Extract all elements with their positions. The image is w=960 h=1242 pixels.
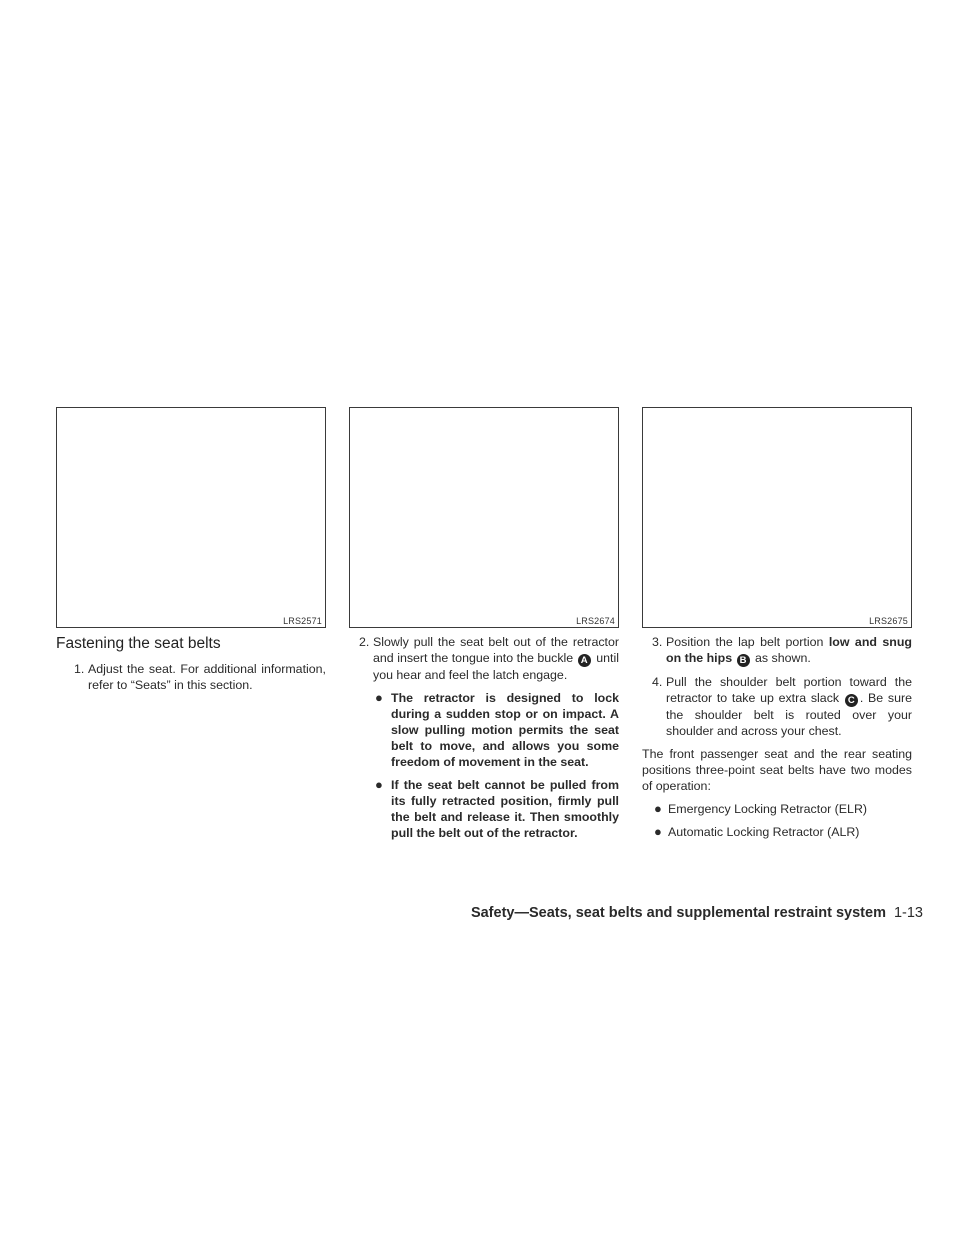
step-4 <box>642 674 912 739</box>
list-item-text: Automatic Locking Retractor (ALR) <box>668 825 860 839</box>
step-number: 1. <box>74 662 85 676</box>
figure-lrs2571 <box>56 407 326 628</box>
callout-b-icon: B <box>737 654 750 667</box>
step-text-cont: as shown. <box>755 651 811 665</box>
callout-c-icon: C <box>845 694 858 707</box>
list-item <box>642 801 912 817</box>
figure-code: LRS2674 <box>576 616 615 626</box>
step-number: 4. <box>652 675 663 689</box>
page-number: 1-13 <box>893 905 923 921</box>
figure-lrs2675 <box>642 407 912 628</box>
step-2 <box>349 634 619 683</box>
figure-code: LRS2571 <box>283 616 322 626</box>
step-text: Adjust the seat. For additional information, refer to “Seats” in this section. <box>88 662 326 692</box>
page-footer <box>463 905 923 921</box>
figure-code: LRS2675 <box>869 616 908 626</box>
step-text: Position the lap belt portion <box>666 635 824 649</box>
list-item <box>642 824 912 840</box>
bullet-icon: ● <box>375 777 383 792</box>
step-number: 2. <box>359 635 370 649</box>
modes-paragraph: The front passenger seat and the rear seating positions three-point seat belts have two modes of operation: <box>642 747 912 793</box>
column-2 <box>349 634 619 848</box>
footer-section-title: Safety—Seats, seat belts and supplemental restraint system <box>470 905 886 921</box>
figure-lrs2674 <box>349 407 619 628</box>
step-number: 3. <box>652 635 663 649</box>
warning-bullet-2 <box>349 777 619 841</box>
column-1 <box>56 634 326 700</box>
section-heading: Fastening the seat belts <box>56 635 221 652</box>
step-text: Slowly pull the seat belt out of the retractor and insert the tongue into the buckle <box>373 635 619 665</box>
bullet-icon: ● <box>654 824 662 839</box>
step-bold-text: low and snug on the hips <box>666 635 912 665</box>
step-text-cont: . Be sure the shoulder belt is routed over your shoulder and across your chest. <box>666 691 912 738</box>
step-text-cont: until you hear and feel the latch engage. <box>373 651 619 682</box>
callout-a-icon: A <box>578 654 591 667</box>
column-3 <box>642 634 912 847</box>
warning-bullet-1 <box>349 690 619 770</box>
warning-text: If the seat belt cannot be pulled from its fully retracted position, firmly pull the belt and release it. Then smoothly pull the belt out of the retractor. <box>391 778 619 840</box>
step-3 <box>642 634 912 667</box>
step-text: Pull the shoulder belt portion toward the retractor to take up extra slack <box>666 675 912 705</box>
warning-text: The retractor is designed to lock during a sudden stop or on impact. A slow pulling motion permits the seat belt to move, and allows you some freedom of movement in the seat. <box>391 691 619 769</box>
bullet-icon: ● <box>375 690 383 705</box>
step-1 <box>56 661 326 693</box>
list-item-text: Emergency Locking Retractor (ELR) <box>668 802 868 816</box>
bullet-icon: ● <box>654 801 662 816</box>
